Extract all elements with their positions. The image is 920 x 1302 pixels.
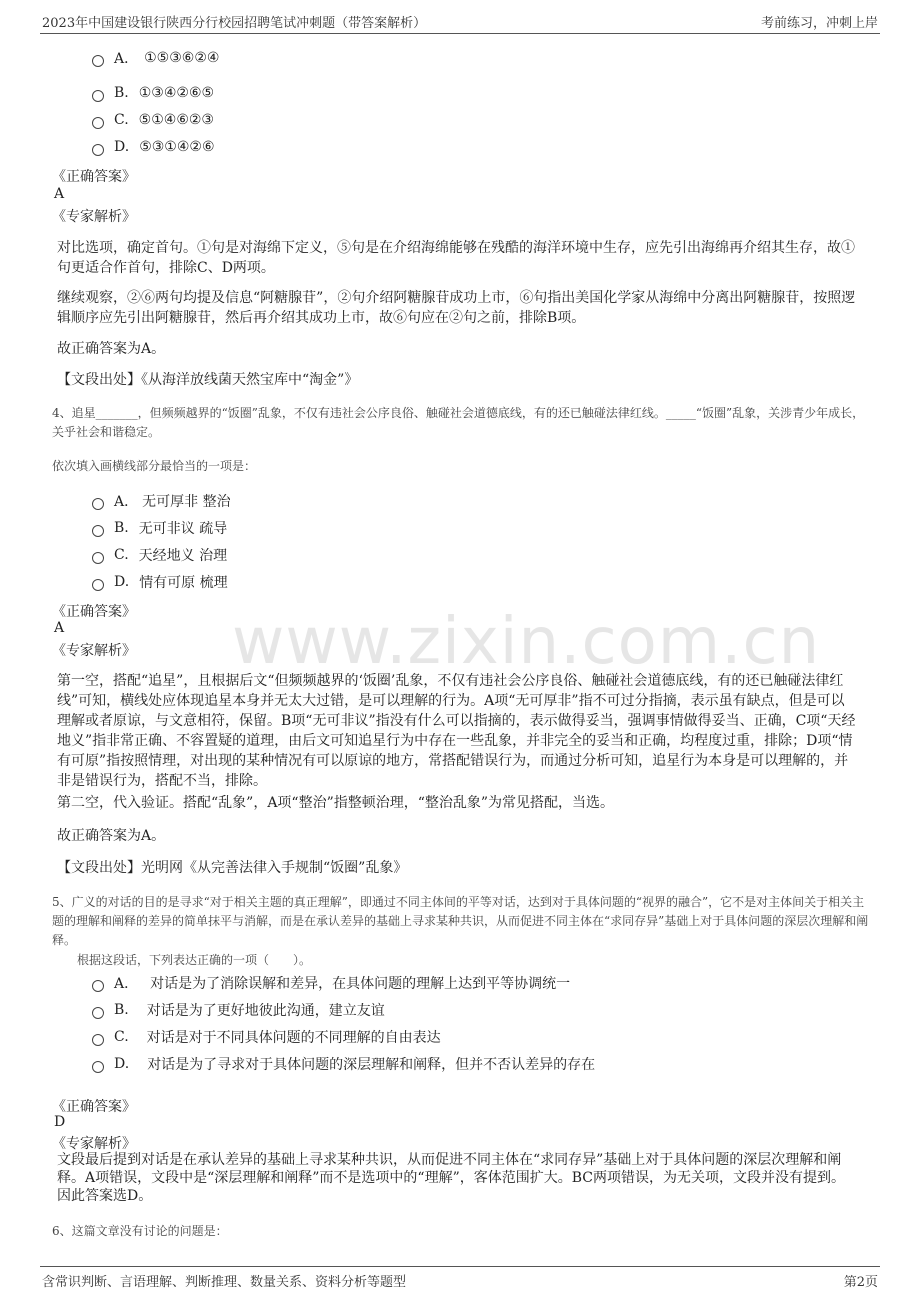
option-letter: B. xyxy=(114,1002,129,1018)
q3-option-d[interactable] xyxy=(92,138,215,156)
q4-stem: 4、追星_______，但频频越界的“饭圈”乱象，不仅有违社会公序良俗、触碰社会道德底线，有的还已触碰法律红线。_____“饭圈”乱象，关涉青少年成长，关乎社会和谐稳定。 xyxy=(52,406,865,439)
q4-option-c[interactable] xyxy=(92,545,227,565)
q5-answer: D xyxy=(54,1114,66,1130)
q5-analysis-label: 《专家解析》 xyxy=(52,1136,136,1152)
header-slogan: 考前练习，冲刺上岸 xyxy=(760,16,878,31)
option-text: ①⑤③⑥②④ xyxy=(144,50,220,66)
option-text: ⑤①④⑥②③ xyxy=(138,112,214,128)
q3-answer: A xyxy=(54,186,65,202)
radio-icon[interactable] xyxy=(92,55,104,67)
q4-option-a[interactable] xyxy=(92,491,231,511)
option-letter: A． xyxy=(114,51,139,67)
q3-analysis-p2: 继续观察，②⑥两句均提及信息“阿糖腺苷”，②句介绍阿糖腺苷成功上市，⑥句指出美国化学家从海绵中分离出阿糖腺苷，按照逻辑顺序应先引出阿糖腺苷，然后再介绍其成功上市，故⑥句应在②句之前，排除B项。 xyxy=(57,290,856,326)
footer-divider xyxy=(40,1266,880,1267)
radio-icon[interactable] xyxy=(92,498,104,510)
q3-option-b[interactable] xyxy=(92,84,214,102)
option-letter: B. xyxy=(114,85,129,101)
radio-icon[interactable] xyxy=(92,1034,104,1046)
option-letter: D. xyxy=(114,139,130,155)
q5-stem: 5、广义的对话的目的是寻求“对于相关主题的真正理解”，即通过不同主体间的平等对话，达到对于具体问题的“视界的融合”，它不是对主体间关于相关主题的理解和阐释的差异的简单抹平与消解，而是在承认差异的基础上寻求某种共识，从而促进不同主体在“求同存异”基础上对于具体问题的深层次理解和阐释。 xyxy=(52,895,869,947)
option-text: 无可非议 疏导 xyxy=(138,521,228,537)
header-divider xyxy=(40,33,880,34)
option-text: ⑤③①④②⑥ xyxy=(139,139,215,155)
radio-icon[interactable] xyxy=(92,552,104,564)
option-text: 对话是为了更好地彼此沟通，建立友谊 xyxy=(146,1003,385,1019)
radio-icon[interactable] xyxy=(92,1007,104,1019)
q5-answer-label: 《正确答案》 xyxy=(52,1099,136,1115)
q5-option-b[interactable] xyxy=(92,1000,385,1020)
radio-icon[interactable] xyxy=(92,579,104,591)
q3-analysis-p1: 对比选项，确定首句。①句是对海绵下定义，⑤句是在介绍海绵能够在残酷的海洋环境中生存，应先引出海绵再介绍其生存，故①句更适合作首句，排除C、D两项。 xyxy=(57,240,855,276)
option-text: 对话是为了寻求对于具体问题的深层理解和阐释，但并不否认差异的存在 xyxy=(147,1057,596,1073)
radio-icon[interactable] xyxy=(92,90,104,102)
q3-option-c[interactable] xyxy=(92,111,214,129)
q5-analysis: 文段最后提到对话是在承认差异的基础上寻求某种共识，从而促进不同主体在“求同存异”基础上对于具体问题的深层次理解和阐释。A项错误，文段中是“深层理解和阐释”而不是选项中的“理解”，客体范围扩大。BC两项错误，为无关项，文段并没有提到。因此答案选D。 xyxy=(57,1152,845,1204)
option-text: 天经地义 治理 xyxy=(138,548,228,564)
q4-analysis-p1: 第一空，搭配“追星”，且根据后文“但频频越界的‘饭圈’乱象，不仅有违社会公序良俗、触碰社会道德底线，有的还已触碰法律红线”可知，横线处应体现追星本身并无太大过错，是可以理解的行为。A项“无可厚非”指不可过分指摘，表示虽有缺点，但是可以理解或者原谅，与文意相符，保留。B项“无可非议”指没有什么可以指摘的，表示做得妥当，强调事情做得妥当、正确，C项“天经地义”指非常正确、不容置疑的道理，由后文可知追星行为中存在一些乱象，并非完全的妥当和正确，均程度过重，排除；D项“情有可原”指按照情理，对出现的某种情况有可以原谅的地方，常搭配错误行为，而通过分析可知，追星行为本身是可以理解的，并非是错误行为，搭配不当，排除。 xyxy=(57,673,856,789)
option-text: 无可厚非 整治 xyxy=(142,494,231,510)
option-text: 对话是对于不同具体问题的不同理解的自由表达 xyxy=(146,1030,441,1046)
option-letter: C. xyxy=(114,112,129,128)
page-number: 第2页 xyxy=(843,1275,878,1290)
q4-option-d[interactable] xyxy=(92,572,228,592)
q4-analysis-p3: 故正确答案为A。 xyxy=(57,828,166,844)
option-letter: C. xyxy=(114,1029,129,1045)
q5-option-d[interactable] xyxy=(92,1054,595,1074)
radio-icon[interactable] xyxy=(92,117,104,129)
q4-source: 【文段出处】光明网《从完善法律入手规制“饭圈”乱象》 xyxy=(57,860,408,876)
option-letter: C. xyxy=(114,547,129,563)
radio-icon[interactable] xyxy=(92,144,104,156)
q6-stem: 6、这篇文章没有讨论的问题是： xyxy=(52,1224,228,1238)
q5-prompt: 根据这段话，下列表达正确的一项（ ）。 xyxy=(77,953,312,967)
q4-answer: A xyxy=(54,620,65,636)
q4-analysis-label: 《专家解析》 xyxy=(52,643,136,659)
q3-answer-label: 《正确答案》 xyxy=(52,169,136,185)
q3-source: 【文段出处】《从海洋放线菌天然宝库中“淘金”》 xyxy=(57,372,359,388)
option-text: ①③④②⑥⑤ xyxy=(138,85,215,101)
option-letter: D. xyxy=(114,574,130,590)
q5-option-c[interactable] xyxy=(92,1027,441,1047)
q4-analysis-p2: 第二空，代入验证。搭配“乱象”，A项“整治”指整顿治理，“整治乱象”为常见搭配，当选。 xyxy=(57,795,615,811)
radio-icon[interactable] xyxy=(92,980,104,992)
radio-icon[interactable] xyxy=(92,525,104,537)
q4-option-b[interactable] xyxy=(92,518,227,538)
q3-analysis-p3: 故正确答案为A。 xyxy=(57,341,166,357)
option-letter: B. xyxy=(114,520,129,536)
q3-analysis-label: 《专家解析》 xyxy=(52,209,136,225)
radio-icon[interactable] xyxy=(92,1061,104,1073)
option-letter: D. xyxy=(114,1056,130,1072)
option-text: 情有可原 梳理 xyxy=(139,575,228,591)
watermark: www.zixin.com.cn xyxy=(232,605,821,679)
q4-answer-label: 《正确答案》 xyxy=(52,604,136,620)
footer-left: 含常识判断、言语理解、判断推理、数量关系、资料分析等题型 xyxy=(42,1275,407,1290)
option-text: 对话是为了消除误解和差异，在具体问题的理解上达到平等协调统一 xyxy=(150,976,571,992)
header-title: 2023年中国建设银行陕西分行校园招聘笔试冲刺题（带答案解析） xyxy=(42,16,427,31)
option-letter: A． xyxy=(114,976,139,992)
q3-option-a[interactable] xyxy=(92,48,219,68)
option-letter: A． xyxy=(114,494,139,510)
q4-prompt: 依次填入画横线部分最恰当的一项是： xyxy=(52,459,257,473)
q5-option-a[interactable] xyxy=(92,973,570,993)
